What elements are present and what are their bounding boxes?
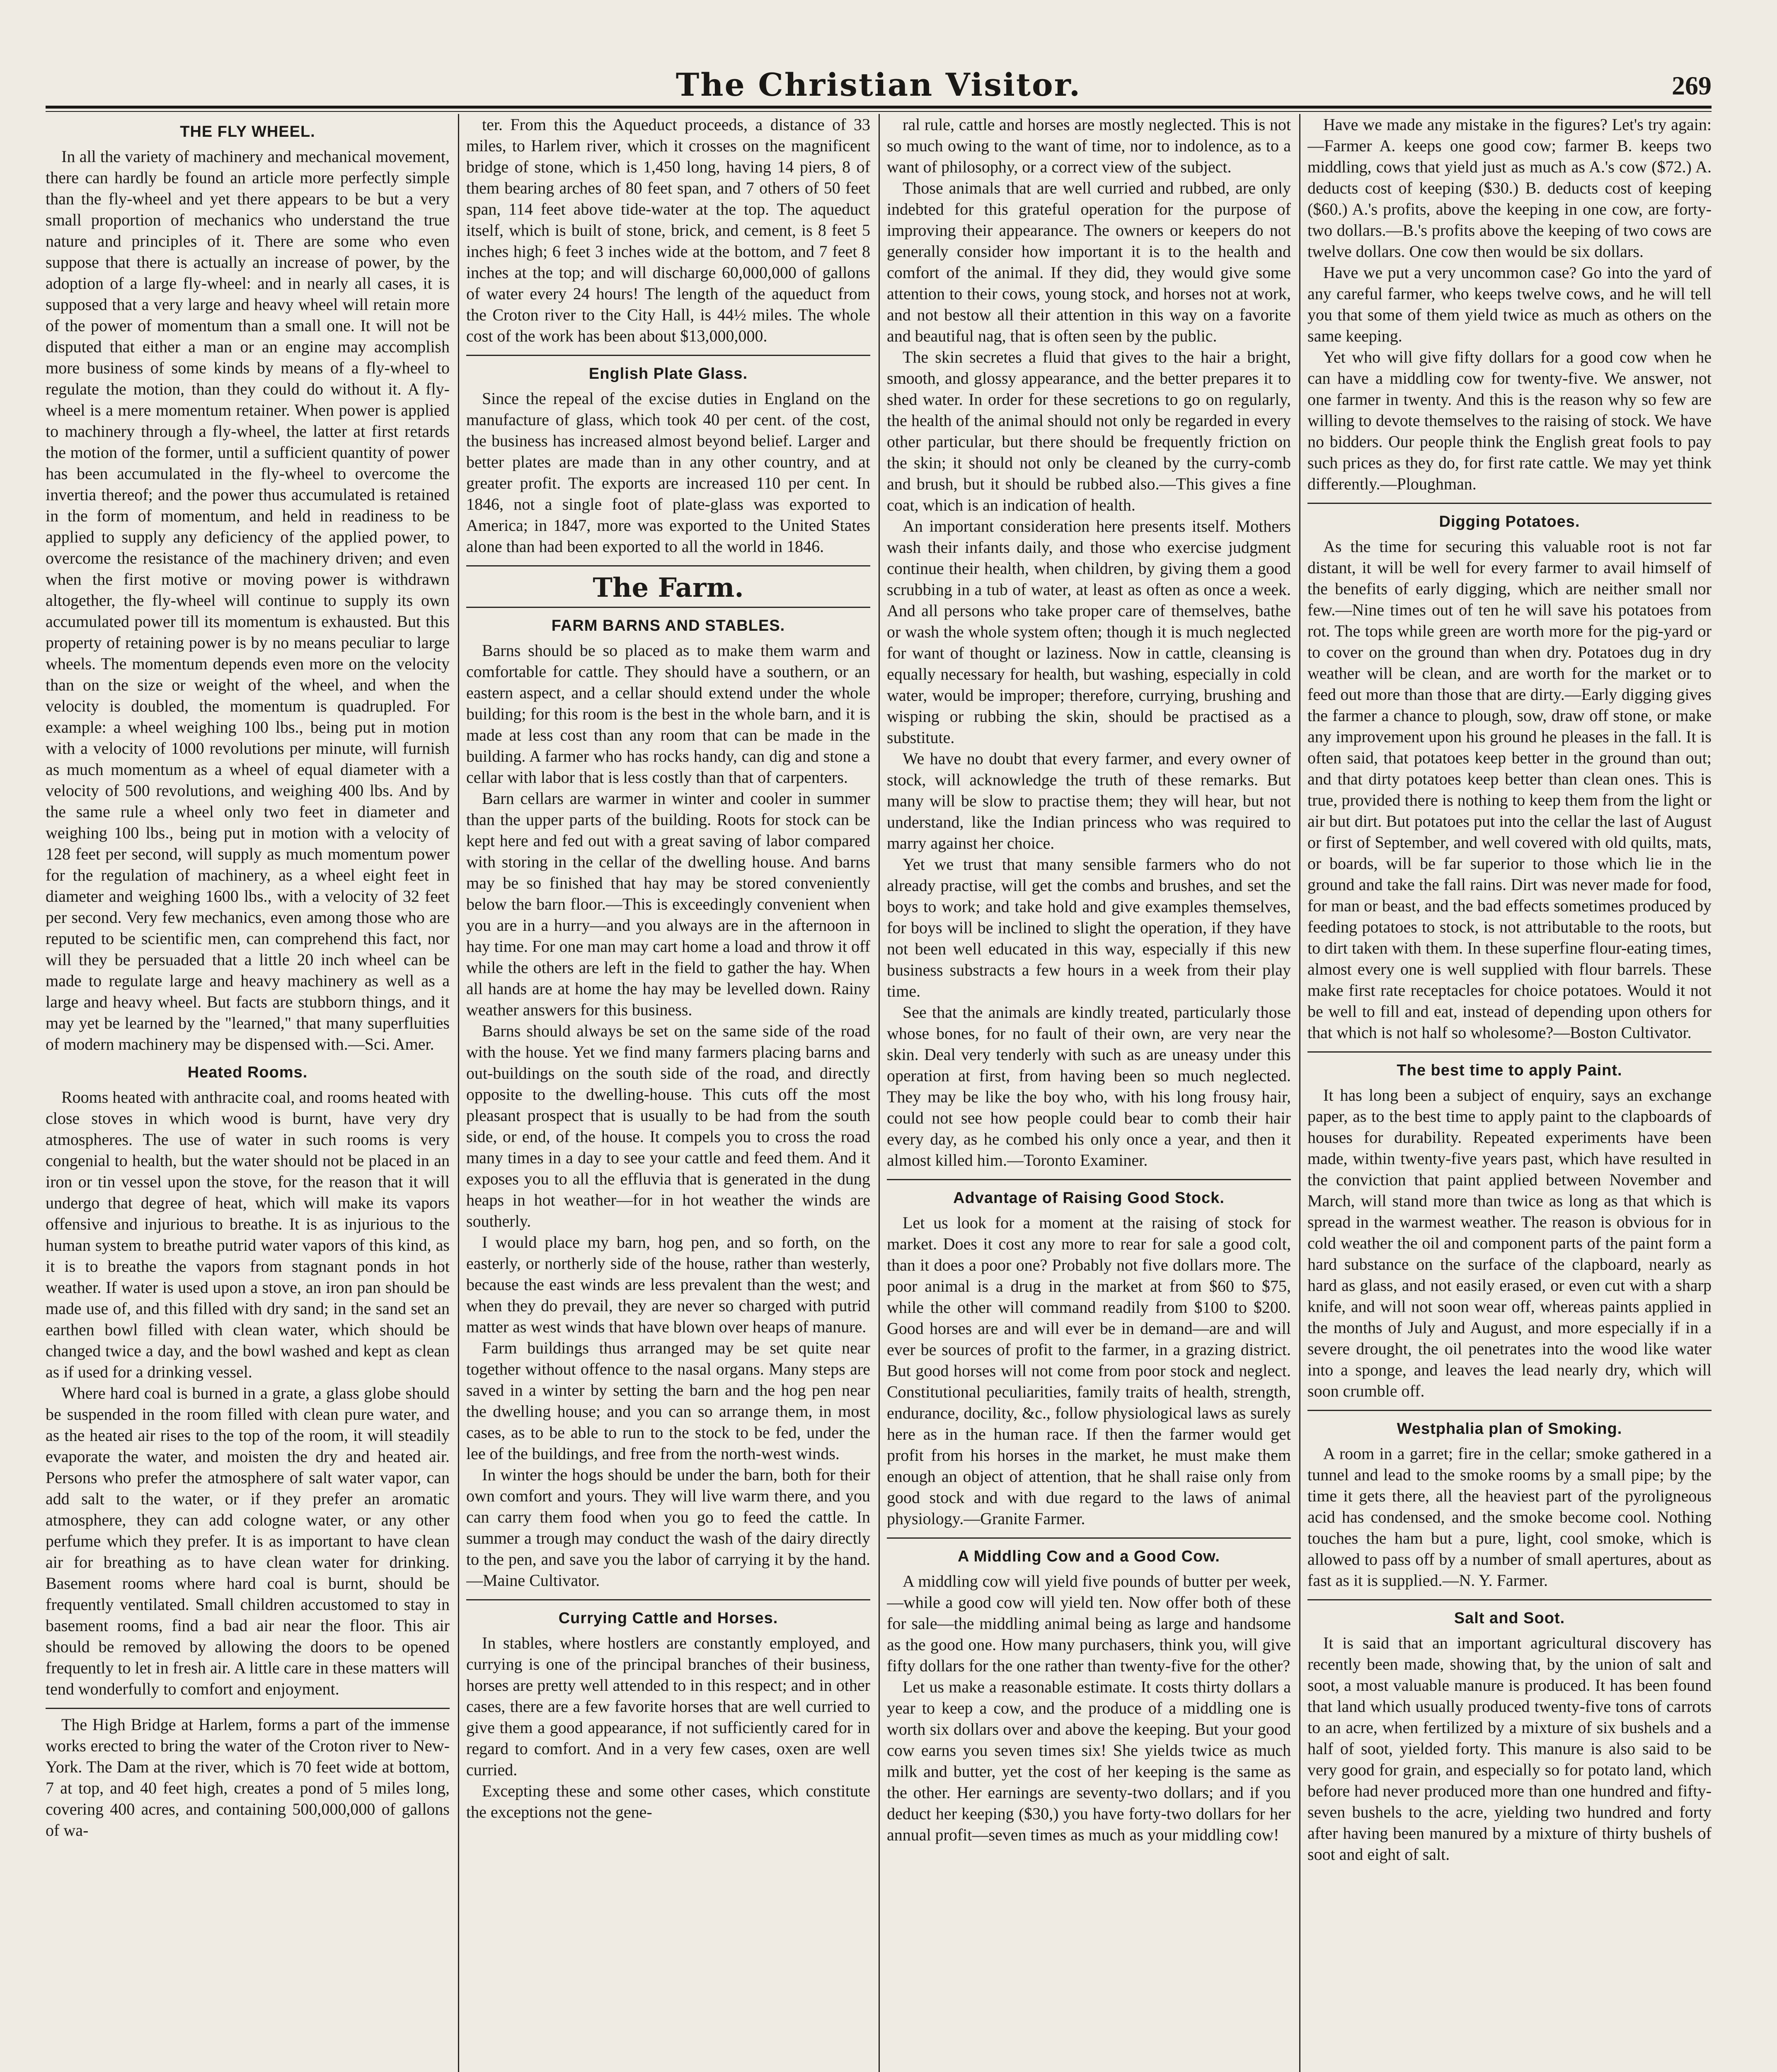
article-paragraph: As the time for securing this valuable root is not far distant, it will be well for every farmer to avail himself of the benefits of early digging, which are neither small nor few.—Nine times out of ten he will save his potatoes from rot. The tops while green are worth more for the pig-yard or to cover on the ground than when dry. Potatoes dug in dry weather will be clean, and are worth for the market or to feed out more than those that are dirty.—Early digging gives the farmer a chance to plough, sow, draw off stone, or make any improvement upon his ground he pleases in the fall. It is often said, that potatoes keep better in the ground than out; and that dirty potatoes keep better than clean ones. This is true, provided there is nothing to keep them from the light or air but dirt. But potatoes put into the cellar the last of August or first of September, and well covered with old quilts, mats, or boards, will be far superior to those which lie in the ground and take the fall rains. Dirt was never made for food, for man or beast, and the bad effects sometimes produced by feeding potatoes to stock, is not attributable to the roots, but to dirt taken with them. In these superfine flour-eating times, almost every one is well supplied with flour barrels. These make first rate receptacles for choice potatoes. Would it not be well to fill and eat, instead of depending upon others for that which is not half so wholesome?—Boston Cultivator.	[1307, 537, 1712, 1042]
masthead-rule	[46, 106, 1712, 112]
article-paragraph: The skin secretes a fluid that gives to the hair a bright, smooth, and glossy appearance, and the better prepares it to shed water. In order for these secretions to go on regularly, the health of the animal should not only be regarded in every other particular, but there should be frequently friction on the skin; it should not only be cleaned by the curry-comb and brush, but it should be rubbed also.—This gives a fine coat, which is an indication of health.	[887, 348, 1291, 514]
section-divider	[466, 607, 870, 608]
article-paragraph: Since the repeal of the excise duties in England on the manufacture of glass, which took 40 per cent. of the cost, the business has increased almost beyond belief. Larger and better plates are made than in any other country, and at greater profit. The exports are increased 110 per cent. In 1846, not a single foot of plate-glass was exported to America; in 1847, more was exported to the United States alone than had been exported to all the world in 1846.	[466, 389, 870, 556]
masthead	[46, 50, 1712, 108]
page-number: 269	[1672, 71, 1712, 100]
column-2	[466, 114, 870, 2072]
article-paragraph: Let us look for a moment at the raising of stock for market. Does it cost any more to rear for sale a good colt, than it does a poor one? Probably not five dollars more. The poor animal is a drug in the market at from $60 to $75, while the other will command readily from $100 to $200. Good horses are and will ever be in demand—are and will ever be sources of profit to the farmer, in a grazing district. But good horses will not come from poor stock and neglect. Constitutional peculiarities, family traits of health, strength, endurance, docility, &c., follow physiological laws as surely here as in the human race. If then the farmer would get profit from his horses in the market, he must make them enough an object of attention, that he shall raise only from good stock and with due regard to the laws of animal physiology.—Granite Farmer.	[887, 1213, 1291, 1528]
article-paragraph: Yet who will give fifty dollars for a good cow when he can have a middling cow for twenty-five. We answer, not one farmer in twenty. And this is the reason why so few are willing to devote themselves to the raising of stock. We have no bidders. Our people think the English great fools to pay such prices as they do, for first rate cattle. We may yet think differently.—Ploughman.	[1307, 348, 1712, 493]
section-divider	[466, 355, 870, 356]
column-divider	[879, 114, 880, 2072]
column-divider	[458, 114, 459, 2072]
section-divider	[887, 1179, 1291, 1180]
section-divider	[46, 1708, 450, 1709]
article-paragraph: Yet we trust that many sensible farmers who do not already practise, will get the combs and brushes, and set the boys to work; and take hold and give examples themselves, for boys will be inclined to slight the operation, if they have not been well educated in this way, especially if this new business substracts a few hours in a week from their play time.	[887, 855, 1291, 1000]
section-divider	[1307, 1410, 1712, 1411]
article-paragraph: Barns should always be set on the same side of the road with the house. Yet we find many farmers placing barns and out-buildings on the south side of the road, and directly opposite to the dwelling-house. This cuts off the most pleasant prospect that is usually to be had from the south side, or end, of the house. It compels you to cross the road many times in a day to see your cattle and feed them. And it exposes you to all the effluvia that is generated in the dung heaps in hot weather—for in hot weather the winds are southerly.	[466, 1021, 870, 1230]
article-paragraph: An important consideration here presents itself. Mothers wash their infants daily, and those who exercise judgment continue their health, when children, by giving them a good scrubbing in a tub of water, at least as often as once a week. And all persons who take proper care of themselves, bathe or wash the whole system often; though it is much neglected for want of thought or laziness. Now in cattle, cleansing is equally necessary for health, but washing, especially in cold water, would be improper; therefore, currying, brushing and wisping or rubbing the skin, should be practised as a substitute.	[887, 517, 1291, 747]
article-paragraph: It has long been a subject of enquiry, says an exchange paper, as to the best time to apply paint to the clapboards of houses for durability. Repeated experiments have been made, within twenty-five years past, which have resulted in the conviction that paint applied between November and March, will stand more than twice as long as that which is spread in the warmest weather. The reason is obvious for in cold weather the oil and component parts of the paint form a hard substance on the surface of the clapboard, nearly as hard as glass, and not easily erased, or even cut with a sharp knife, and will not soon wear off, whereas paints applied in the months of July and August, and more especially if in a severe drought, the oil penetrates into the wood like water into a sponge, and leaves the lead nearly dry, which will soon crumble off.	[1307, 1086, 1712, 1400]
column-1	[46, 114, 450, 2072]
article-heading: Currying Cattle and Horses.	[558, 1610, 778, 1627]
article-heading: English Plate Glass.	[588, 365, 748, 382]
column-4	[1307, 114, 1712, 2072]
article-heading: Advantage of Raising Good Stock.	[953, 1189, 1225, 1207]
article-paragraph: Rooms heated with anthracite coal, and rooms heated with close stoves in which wood is burnt, have very dry atmospheres. The use of water in such rooms is very congenial to health, but the water should not be placed in an iron or tin vessel upon the stove, for the reason that it will undergo that degree of heat, which will make its vapors offensive and injurious to breathe. It is as injurious to the human system to breathe putrid water vapors of this kind, as it is to breathe the vapors from stagnant ponds in hot weather. If water is used upon a stove, an iron pan should be made use of, and this filled with dry sand; in the sand set an earthen bowl filled with clean water, which should be changed twice a day, and the bowl washed and kept as clean as if used for a drinking vessel.	[46, 1088, 450, 1381]
column-3	[887, 114, 1291, 2072]
section-divider	[466, 565, 870, 566]
section-heading: The Farm.	[593, 572, 744, 603]
article-paragraph: Let us make a reasonable estimate. It costs thirty dollars a year to keep a cow, and the produce of a middling one is worth six dollars over and above the keeping. But your good cow earns you seven times six! She yields twice as much milk and butter, yet the cost of her keeping is the same as the other. Her earnings are seventy-two dollars; and if you deduct her keeping ($30,) you have forty-two dollars for her annual profit—seven times as much as your middling cow!	[887, 1677, 1291, 1844]
article-paragraph: A middling cow will yield five pounds of butter per week,—while a good cow will yield ten. Now offer both of these for sale—the middling animal being as large and handsome as the good one. How many purchasers, think you, will give fifty dollars for the one rather than twenty-five for the other?	[887, 1572, 1291, 1675]
article-heading: Heated Rooms.	[187, 1064, 308, 1081]
article-paragraph: It is said that an important agricultural discovery has recently been made, showing that, by the union of salt and soot, a most valuable manure is produced. It has been found that land which usually produced twenty-five tons of carrots to an acre, when fertilized by a mixture of six bushels and a half of soot, yielded forty. This manure is also said to be very good for grain, and especially so for potato land, which before had never produced more than one hundred and fifty-seven bushels to the acre, yielding two hundred and forty after having been manured by a mixture of thirty bushels of soot and eight of salt.	[1307, 1634, 1712, 1864]
column-divider	[1299, 114, 1300, 2072]
article-paragraph: Barns should be so placed as to make them warm and comfortable for cattle. They should have a southern, or an eastern aspect, and a cellar should extend under the whole building; for this room is the best in the whole barn, and it is made at less cost than any room that can be made in the building. A farmer who has rocks handy, can dig and stone a cellar with labor that is less costly than that of carpenters.	[466, 641, 870, 787]
article-paragraph: In all the variety of machinery and mechanical movement, there can hardly be found an article more perfectly simple than the fly-wheel and yet there appears to be but a very small proportion of mechanics who understand the true nature and principles of it. There are some who even suppose that there is actually an increase of power, by the adoption of a large fly-wheel: and in nearly all cases, it is supposed that a very large and heavy wheel will retain more of the power of momentum than a small one. It will not be disputed that either a man or an engine may accomplish more business of some kinds by means of a fly-wheel to regulate the motion, than they could do without it. A fly-wheel is a mere momentum retainer. When power is applied to machinery through a fly-wheel, the latter at first retards the motion of the former, until a sufficient quantity of power has been accumulated in the fly-wheel to overcome the invertia thereof; and the power thus accumulated is retained in the form of momentum, and held in readiness to be applied to supply any deficiency of the applied power, to overcome the resistance of the machinery driven; and even when the first motive or moving power is withdrawn altogether, the fly-wheel will continue to supply its own accumulated power till its momentum is exhausted. But this property of retaining power is by no means peculiar to large wheels. The momentum depends even more on the velocity than on the size or weight of the wheel, and when the velocity is doubled, the momentum is quadrupled. For example: a wheel weighing 100 lbs., being put in motion with a velocity of 1000 revolutions per minute, will furnish as much momentum as a wheel of equal diameter with a velocity of 500 revolutions, and weighing 400 lbs. And by the same rule a wheel only two feet in diameter and weighing 100 lbs., being put in motion with a velocity of 128 feet per second, will supply as much momentum power for the regulation of machinery, as a wheel eight feet in diameter and weighing 1600 lbs., with a velocity of 32 feet per second. Very few mechanics, even among those who are reputed to be scientific men, can comprehend this fact, nor will they be persuaded that a little 20 inch wheel can be made to regulate large and heavy machinery as well as a large and heavy wheel. But facts are stubborn things, and it may yet be learned by the "learned," that many superfluities of modern machinery may be dispensed with.—Sci. Amer.	[46, 147, 450, 1053]
article-paragraph: Have we made any mistake in the figures? Let's try again:—Farmer A. keeps one good cow; farmer B. keeps two middling, cows that yield just as much as A.'s cow ($72.) A. deducts cost of keeping ($30.) B. deducts cost of keeping ($60.) A.'s profits, above the keeping in one cow, are forty-two dollars.—B.'s profits above the keeping of two cows are twelve dollars. One cow then would be six dollars.	[1307, 115, 1712, 261]
article-paragraph: Barn cellars are warmer in winter and cooler in summer than the upper parts of the building. Roots for stock can be kept here and fed out with a great saving of labor compared with storing in the cellar of the dwelling house. And barns may be so finished that hay may be stored conveniently below the barn floor.—This is exceedingly convenient when you are in a hurry—and you always are in the afternoon in hay time. For one man may cart home a load and throw it off while the others are left in the field to gather the hay. When all hands are at home the hay may be levelled down. Rainy weather answers for this business.	[466, 789, 870, 1019]
article-paragraph: See that the animals are kindly treated, particularly those whose bones, for no fault of their own, are very near the skin. Deal very tenderly with such as are uneasy under this operation at first, from having been so much neglected. They may be like the boy who, with his long frousy hair, could not see how people could bear to comb their hair every day, as he combed his only once a year, and then it almost killed him.—Toronto Examiner.	[887, 1003, 1291, 1169]
article-paragraph: A room in a garret; fire in the cellar; smoke gathered in a tunnel and lead to the smoke rooms by a small pipe; by the time it gets there, all the heaviest part of the pyroligneous acid has condensed, and the smoke become cool. Nothing touches the ham but a pure, light, cool smoke, which is allowed to pass off by a number of small apertures, about as fast as it is supplied.—N. Y. Farmer.	[1307, 1444, 1712, 1590]
article-paragraph: I would place my barn, hog pen, and so forth, on the easterly, or northerly side of the house, rather than westerly, because the east winds are less prevalent than the west; and when they do prevail, they are never so charged with putrid matter as west winds that have blown over heaps of manure.	[466, 1233, 870, 1336]
article-heading: Westphalia plan of Smoking.	[1397, 1420, 1622, 1438]
article-heading: FARM BARNS AND STABLES.	[551, 617, 785, 634]
section-divider	[466, 1599, 870, 1600]
article-paragraph: Those animals that are well curried and rubbed, are only indebted for this grateful operation for the purpose of improving their appearance. The owners or keepers do not generally consider how important it is to the health and comfort of the animal. If they did, they would give some attention to their cows, young stock, and horses not at work, and not bestow all their attention in this way on a favorite and beautiful nag, that is often seen by the public.	[887, 179, 1291, 345]
section-divider	[1307, 1051, 1712, 1053]
article-heading: Digging Potatoes.	[1439, 513, 1580, 530]
article-paragraph: We have no doubt that every farmer, and every owner of stock, will acknowledge the truth of these remarks. But many will be slow to practise them; they will hear, but not understand, like the Indian princess who was required to marry against her choice.	[887, 749, 1291, 852]
article-paragraph: Where hard coal is burned in a grate, a glass globe should be suspended in the room filled with clean pure water, and as the heated air rises to the top of the room, it will steadily evaporate the water, and moisten the dry and heated air. Persons who prefer the atmosphere of salt water vapor, can add salt to the water, or if they prefer an aromatic atmosphere, they can add cologne water, or any other perfume which they prefer. It is as important to have clean air for breathing as to have clean water for drinking. Basement rooms where hard coal is burnt, should be frequently ventilated. Small children accustomed to stay in basement rooms, find a bad air near the floor. This air should be removed by allowing the doors to be opened frequently to let in fresh air. A little care in these matters will tend wonderfully to comfort and enjoyment.	[46, 1384, 450, 1698]
section-divider	[887, 1537, 1291, 1539]
article-paragraph: In winter the hogs should be under the barn, both for their own comfort and yours. They will live warm there, and you can carry them food when you go to feed the cattle. In summer a trough may conduct the wash of the dairy directly to the pen, and save you the labor of carrying it by the hand.—Maine Cultivator.	[466, 1465, 870, 1590]
article-paragraph: ter. From this the Aqueduct proceeds, a distance of 33 miles, to Harlem river, which it crosses on the magnificent bridge of stone, which is 1,450 long, having 14 piers, 8 of them bearing arches of 80 feet span, and 7 others of 50 feet span, 114 feet above tide-water at the top. The aqueduct itself, which is built of stone, brick, and cement, is 8 feet 5 inches high; 6 feet 3 inches wide at the bottom, and 7 feet 8 inches at the top; and will discharge 60,000,000 of gallons of water every 24 hours! The length of the aqueduct from the Croton river to the City Hall, is 44½ miles. The whole cost of the work has been about $13,000,000.	[466, 115, 870, 345]
article-paragraph: Farm buildings thus arranged may be set quite near together without offence to the nasal organs. Many steps are saved in a winter by setting the barn and the hog pen near the dwelling house; and you can so arrange them, in most cases, as to be able to run to the stock to be fed, under the lee of the buildings, and free from the north-west winds.	[466, 1339, 870, 1463]
article-heading: Salt and Soot.	[1454, 1610, 1565, 1627]
section-divider	[1307, 503, 1712, 504]
section-divider	[1307, 1599, 1712, 1600]
newspaper-title: The Christian Visitor.	[675, 66, 1082, 103]
article-paragraph: The High Bridge at Harlem, forms a part of the immense works erected to bring the water of the Croton river to New-York. The Dam at the river, which is 70 feet wide at bottom, 7 at top, and 40 feet high, creates a pond of 5 miles long, covering 400 acres, and containing 500,000,000 of gallons of wa-	[46, 1715, 450, 1840]
article-paragraph: Have we put a very uncommon case? Go into the yard of any careful farmer, who keeps twelve cows, and he will tell you that some of them yield twice as much as others on the same keeping.	[1307, 263, 1712, 345]
article-heading: The best time to apply Paint.	[1397, 1062, 1622, 1079]
article-heading: THE FLY WHEEL.	[180, 123, 315, 140]
article-paragraph: ral rule, cattle and horses are mostly neglected. This is not so much owing to the want of time, nor to indolence, as to a want of philosophy, or a correct view of the subject.	[887, 115, 1291, 176]
article-paragraph: Excepting these and some other cases, which constitute the exceptions not the gene-	[466, 1782, 870, 1821]
article-heading: A Middling Cow and a Good Cow.	[957, 1548, 1220, 1565]
article-paragraph: In stables, where hostlers are constantly employed, and currying is one of the principal branches of their business, horses are pretty well attended to in this respect; and in other cases, there are a few favorite horses that are well curried to give them a good appearance, if not sufficiently cared for in regard to comfort. And in a very few cases, oxen are well curried.	[466, 1634, 870, 1779]
